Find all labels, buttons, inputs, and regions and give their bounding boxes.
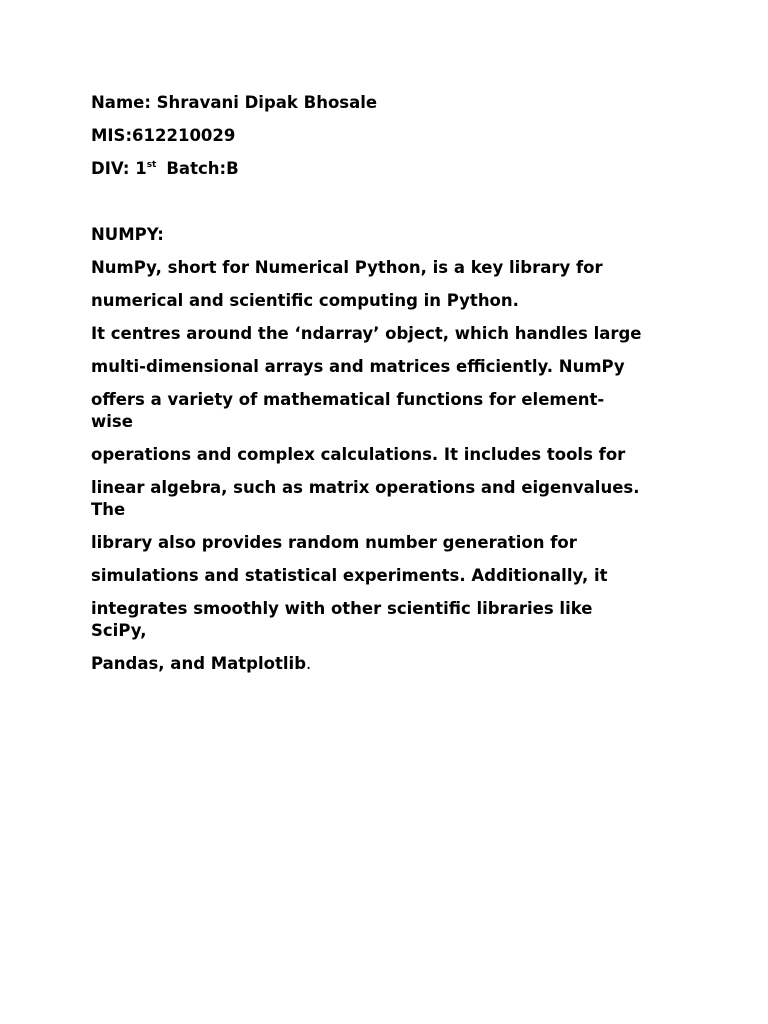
paragraph-line: operations and complex calculations. It includes tools for bbox=[91, 445, 626, 464]
document-body bbox=[91, 92, 691, 686]
paragraph-line-wrapped: wise bbox=[91, 412, 133, 431]
paragraph-line-wrapped: SciPy, bbox=[91, 621, 147, 640]
section-heading: NUMPY: bbox=[91, 225, 164, 244]
paragraph-line: simulations and statistical experiments. Additionally, it bbox=[91, 566, 608, 585]
paragraph-line: NumPy, short for Numerical Python, is a key library for bbox=[91, 258, 603, 277]
paragraph-line: linear algebra, such as matrix operations and eigenvalues. bbox=[91, 478, 640, 497]
blank-line bbox=[91, 191, 691, 224]
paragraph-line: offers a variety of mathematical functions for element- bbox=[91, 390, 605, 409]
division-label: DIV: 1 bbox=[91, 159, 147, 178]
student-name: Name: Shravani Dipak Bhosale bbox=[91, 93, 378, 112]
paragraph-line: It centres around the ‘ndarray’ object, which handles large bbox=[91, 324, 642, 343]
division-batch-line bbox=[91, 158, 691, 180]
division-superscript: st bbox=[146, 160, 157, 170]
paragraph-line: multi-dimensional arrays and matrices efficiently. NumPy bbox=[91, 357, 625, 376]
paragraph-last-line bbox=[91, 653, 691, 675]
paragraph-line: numerical and scientific computing in Python. bbox=[91, 291, 519, 310]
batch-label: Batch:B bbox=[166, 159, 239, 178]
final-period: . bbox=[306, 654, 312, 673]
paragraph-line: integrates smoothly with other scientific libraries like bbox=[91, 599, 593, 618]
paragraph-line: library also provides random number generation for bbox=[91, 533, 577, 552]
paragraph-line-wrapped: The bbox=[91, 500, 126, 519]
paragraph-last-text: Pandas, and Matplotlib bbox=[91, 654, 306, 673]
student-mis: MIS:612210029 bbox=[91, 126, 236, 145]
